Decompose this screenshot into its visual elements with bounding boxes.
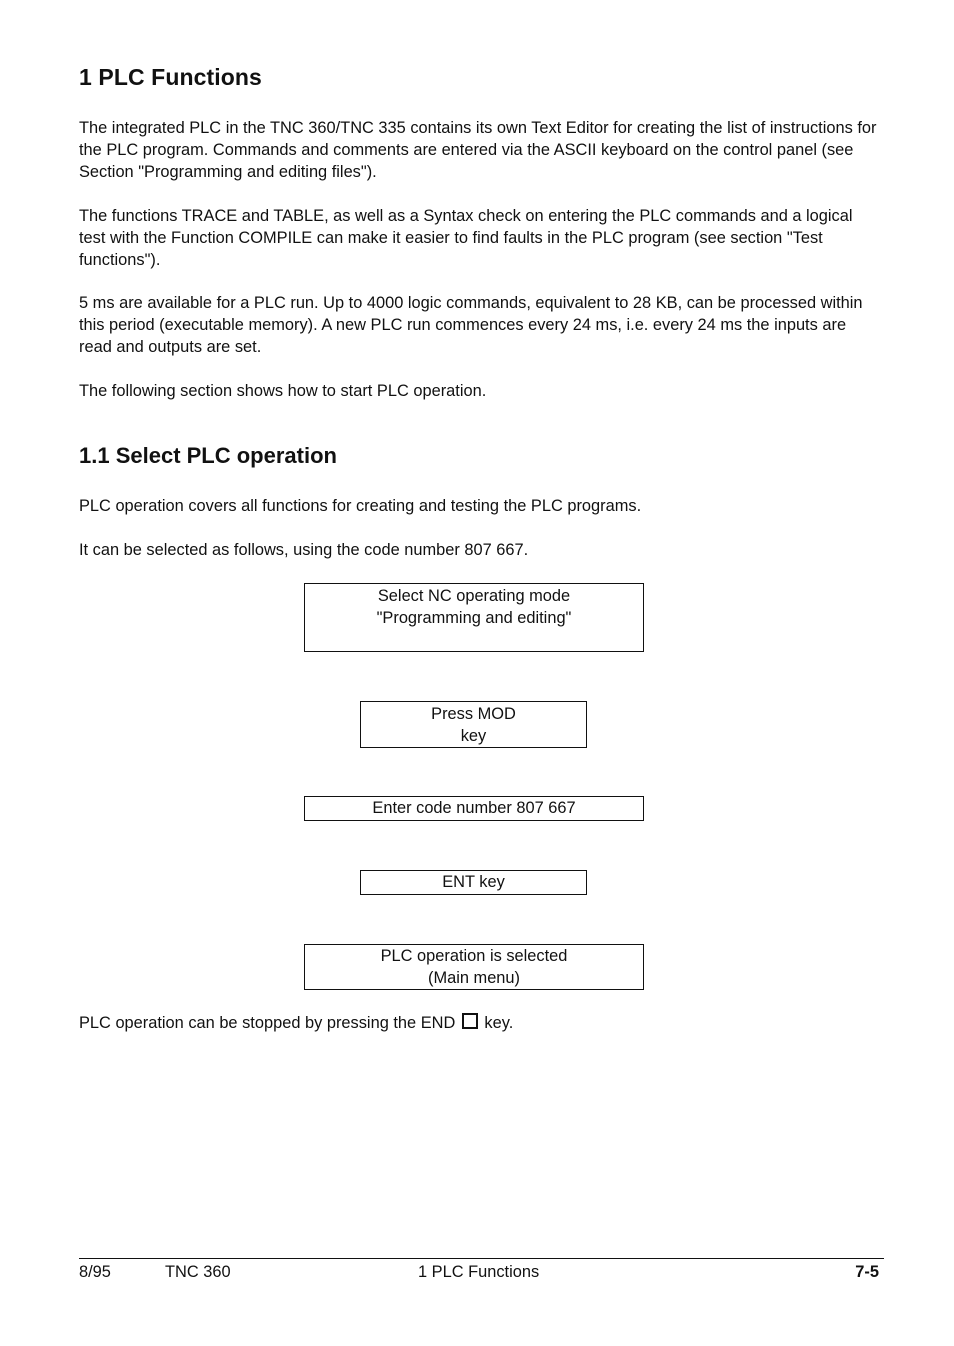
end-key-square-icon — [462, 1013, 478, 1029]
flow-step-ent-key — [360, 870, 587, 895]
code-paragraph: It can be selected as follows, using the code number 807 667. — [79, 541, 529, 559]
stop-note-after: key. — [479, 1014, 514, 1032]
footer-divider — [79, 1258, 884, 1259]
flow-step-press-mod — [360, 701, 587, 748]
footer-page-number: 7-5 — [855, 1263, 879, 1281]
footer-chapter: 1 PLC Functions — [418, 1263, 540, 1281]
stop-note-before: PLC operation can be stopped by pressing the END — [79, 1014, 460, 1032]
functions-paragraph: The functions TRACE and TABLE, as well as a Syntax check on entering the PLC commands and a logical test with the Function COMPILE can make it easier to find faults in the PLC program (see section "Test functions"). — [79, 207, 853, 269]
flow-step-text: Enter code number 807 667 — [372, 799, 576, 817]
stop-note-paragraph — [79, 1012, 879, 1034]
footer-date: 8/95 — [79, 1263, 111, 1281]
flow-step-plc-selected — [304, 944, 644, 990]
flow-step-enter-code — [304, 796, 644, 821]
intro-paragraph: The integrated PLC in the TNC 360/TNC 335 contains its own Text Editor for creating the list of instructions for the PLC program. Commands and comments are entered via the ASCII keyboard on the control panel (see Section "Programming and editing files"). — [79, 119, 877, 181]
section-heading: 1 PLC Functions — [79, 64, 262, 90]
flow-step-text: ENT key — [442, 873, 505, 891]
following-paragraph: The following section shows how to start PLC operation. — [79, 382, 487, 400]
flow-step-text: Press MOD — [431, 705, 516, 723]
timing-paragraph: 5 ms are available for a PLC run. Up to 4000 logic commands, equivalent to 28 KB, can be processed within this period (executable memory). A new PLC run commences every 24 ms, i.e. every 24 ms the inputs are read and outputs are set. — [79, 294, 863, 356]
flow-step-text: key — [460, 727, 487, 745]
flow-step-select-mode — [304, 583, 644, 652]
flow-step-text: Select NC operating mode — [377, 587, 571, 605]
flow-step-text: "Programming and editing" — [376, 609, 572, 627]
flow-step-text: (Main menu) — [428, 969, 520, 987]
footer-model: TNC 360 — [165, 1263, 231, 1281]
covers-paragraph: PLC operation covers all functions for creating and testing the PLC programs. — [79, 497, 642, 515]
flow-step-text: PLC operation is selected — [380, 947, 568, 965]
subsection-heading: 1.1 Select PLC operation — [79, 443, 337, 468]
